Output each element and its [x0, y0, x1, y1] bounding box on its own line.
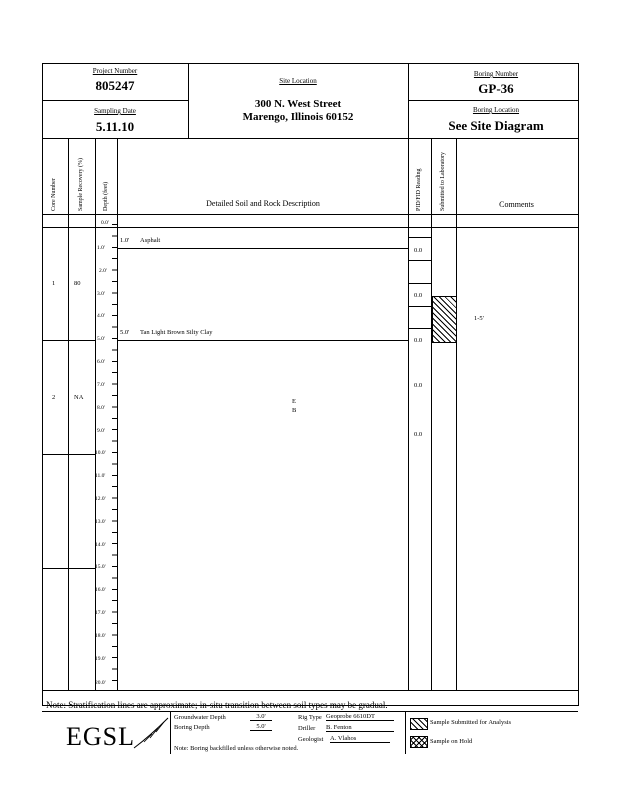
backfill-note: Note: Boring backfilled unless otherwise noted.	[174, 745, 299, 752]
pid-reading: 0.0	[414, 382, 423, 389]
depth-label: 7.0'	[97, 382, 105, 388]
divider	[42, 690, 578, 691]
depth-label: 3.0'	[97, 291, 105, 297]
depth-label: 9.0'	[97, 428, 105, 434]
depth-label: 18.0'	[95, 633, 106, 639]
depth-label: 0.0'	[101, 220, 109, 226]
core-divider	[42, 340, 96, 341]
depth-label: 12.0'	[95, 496, 106, 502]
depth-label: 11.0'	[95, 473, 106, 479]
pid-reading: 0.0	[414, 337, 423, 344]
core-number-header: Core Number	[51, 178, 57, 211]
driller-value: B. Fenton	[326, 724, 394, 732]
divider	[42, 138, 578, 139]
depth-label: 20.0'	[95, 680, 106, 686]
submitted-header: Submitted to Laboratory	[440, 152, 446, 211]
divider	[408, 100, 578, 101]
geologist-label: Geologist	[298, 736, 324, 743]
pid-divider	[408, 306, 432, 307]
feather-icon	[132, 716, 172, 750]
depth-label: 19.0'	[95, 656, 106, 662]
boring-log-sheet	[42, 63, 579, 706]
project-number-label: Project Number	[92, 67, 138, 75]
depth-label: 8.0'	[97, 405, 105, 411]
core-number: 1	[52, 280, 56, 287]
divider	[188, 63, 189, 139]
pid-reading: 0.0	[414, 292, 423, 299]
divider	[456, 138, 457, 690]
divider	[405, 711, 406, 754]
divider	[408, 63, 409, 139]
submitted-sample-interval	[432, 296, 457, 343]
depth-header: Depth (feet)	[103, 181, 109, 211]
end-of-boring-marker: E	[292, 398, 296, 405]
site-address-line-2: Marengo, Illinois 60152	[242, 111, 354, 123]
depth-label: 17.0'	[95, 610, 106, 616]
depth-label: 13.0'	[95, 519, 106, 525]
pid-divider	[408, 237, 432, 238]
project-number: 805247	[95, 78, 135, 93]
legend-hold-swatch	[410, 736, 428, 748]
divider	[42, 214, 578, 215]
depth-label: 10.0'	[95, 450, 106, 456]
site-address-line-1: 300 N. West Street	[254, 98, 342, 110]
legend-submitted-label: Sample Submitted for Analysis	[430, 719, 512, 726]
pid-divider	[408, 328, 432, 329]
egsl-logo	[62, 716, 167, 756]
egsl-logo-text: EGSL	[66, 722, 135, 751]
legend-hold-label: Sample on Hold	[430, 738, 473, 745]
depth-ticks	[112, 224, 118, 684]
divider	[170, 711, 171, 754]
comments-header: Comments	[499, 200, 534, 209]
sampling-date: 5.11.10	[95, 119, 135, 134]
divider	[408, 138, 409, 690]
divider	[42, 711, 578, 712]
boring-location: See Site Diagram	[448, 118, 544, 133]
legend-submitted-swatch	[410, 718, 428, 730]
end-of-boring-marker: B	[292, 407, 297, 414]
boring-location-label: Boring Location	[472, 106, 520, 114]
strata-line	[117, 340, 408, 341]
depth-label: 6.0'	[97, 359, 105, 365]
pid-header: PID/FID Reading	[416, 168, 422, 211]
divider	[42, 227, 578, 228]
divider	[68, 138, 69, 690]
depth-label: 16.0'	[95, 587, 106, 593]
rig-type-label: Rig Type	[298, 714, 322, 721]
depth-label: 2.0'	[99, 268, 107, 274]
core-number: 2	[52, 394, 56, 401]
strata-depth: 1.0'	[120, 237, 130, 244]
sample-recovery: 80	[74, 280, 81, 287]
depth-label: 15.0'	[95, 564, 106, 570]
stratification-note: Note: Stratification lines are approximate; in-situ transition between soil types may be gradual.	[46, 700, 388, 710]
pid-reading: 0.0	[414, 247, 423, 254]
sampling-date-label: Sampling Date	[94, 107, 136, 115]
boring-depth-label: Boring Depth	[174, 724, 210, 731]
strata-description: Tan Light Brown Silty Clay	[140, 329, 213, 336]
description-header: Detailed Soil and Rock Description	[206, 199, 320, 208]
pid-divider	[408, 260, 432, 261]
depth-label: 14.0'	[95, 542, 106, 548]
driller-label: Driller	[298, 725, 316, 732]
core-divider	[42, 454, 96, 455]
site-location-label: Site Location	[279, 77, 317, 85]
strata-line	[117, 248, 408, 249]
depth-label: 5.0'	[97, 336, 105, 342]
groundwater-depth-value: 3.0'	[250, 713, 272, 721]
groundwater-depth-label: Groundwater Depth	[174, 714, 226, 721]
rig-type-value: Geoprobe 6610DT	[326, 713, 394, 721]
depth-label: 4.0'	[97, 313, 105, 319]
divider	[431, 138, 432, 690]
geologist-value: A. Vlahos	[330, 735, 390, 743]
sample-recovery-header: Sample Recovery (%)	[78, 158, 84, 211]
pid-reading: 0.0	[414, 431, 423, 438]
strata-depth: 5.0'	[120, 329, 130, 336]
depth-label: 1.0'	[97, 245, 105, 251]
boring-number: GP-36	[478, 81, 514, 96]
boring-number-label: Boring Number	[473, 70, 519, 78]
strata-description: Asphalt	[140, 237, 161, 244]
pid-divider	[408, 283, 432, 284]
boring-depth-value: 5.0'	[250, 723, 272, 731]
comment: 1-5'	[474, 315, 484, 322]
sample-recovery: NA	[74, 394, 84, 401]
core-divider	[42, 568, 96, 569]
